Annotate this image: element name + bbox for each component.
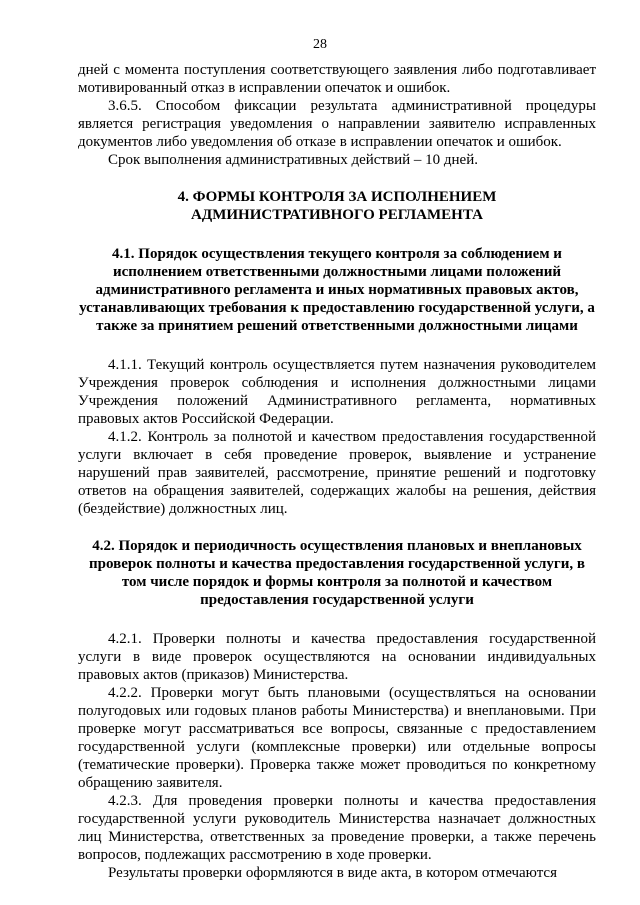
paragraph: 4.2.3. Для проведения проверки полноты и качества предоставления государственной услуги руководитель Министерства назначает должностных лиц Министерства, ответственных за проведение проверки, а также перечень вопросов, подлежащих рассмотрению в ходе проверки. (78, 793, 596, 863)
document-body (78, 61, 596, 882)
paragraph: 4.2.1. Проверки полноты и качества предоставления государственной услуги в виде проверок осуществляются на основании индивидуальных правовых актов (приказов) Министерства. (78, 631, 596, 683)
paragraph: 4.1.1. Текущий контроль осуществляется путем назначения руководителем Учреждения проверок соблюдения и исполнения должностными лицами Учреждения положений Административного регламента, нормативных правовых актов Российской Федерации. (78, 357, 596, 427)
paragraph: Результаты проверки оформляются в виде акта, в котором отмечаются (108, 865, 557, 881)
subsection-4-2-heading: 4.2. Порядок и периодичность осуществления плановых и внеплановых проверок полноты и качества предоставления государственной услуги, в том числе порядок и формы контроля за полнотой и качеством предоставления государственной услуги (88, 538, 585, 608)
page-number: 28 (313, 37, 327, 52)
section-title-line: 4. ФОРМЫ КОНТРОЛЯ ЗА ИСПОЛНЕНИЕМ (177, 189, 497, 205)
paragraph: дней с момента поступления соответствующего заявления либо подготавливает мотивированный отказ в исправлении опечаток и ошибок. (78, 62, 596, 96)
paragraph: 3.6.5. Способом фиксации результата административной процедуры является регистрация уведомления о направлении заявителю исправленных документов либо уведомления об отказе в исправлении опечаток и ошибок. (78, 98, 596, 150)
section-title-line: АДМИНИСТРАТИВНОГО РЕГЛАМЕНТА (191, 207, 483, 223)
paragraph: Срок выполнения административных действий – 10 дней. (108, 152, 478, 168)
section-4-title (78, 188, 596, 224)
paragraph: 4.1.2. Контроль за полнотой и качеством предоставления государственной услуги включает в себя проведение проверок, выявление и устранение нарушений прав заявителей, рассмотрение, принятие решений и подготовку ответов на обращения заявителей, содержащих жалобы на решения, действия (бездействие) должностных лиц. (78, 429, 596, 517)
subsection-4-1-heading: 4.1. Порядок осуществления текущего контроля за соблюдением и исполнением ответственными должностными лицами положений административного регламента и иных нормативных правовых актов, устанавливающих требования к предоставлению государственной услуги, а также за принятием решений ответственными должностными лицами (79, 246, 595, 334)
paragraph: 4.2.2. Проверки могут быть плановыми (осуществляться на основании полугодовых или годовых планов работы Министерства) и внеплановыми. При проверке могут рассматриваться все вопросы, связанные с предоставлением государственной услуги (комплексные проверки) или отдельные вопросы (тематические проверки). Проверка также может проводиться по конкретному обращению заявителя. (78, 685, 596, 791)
